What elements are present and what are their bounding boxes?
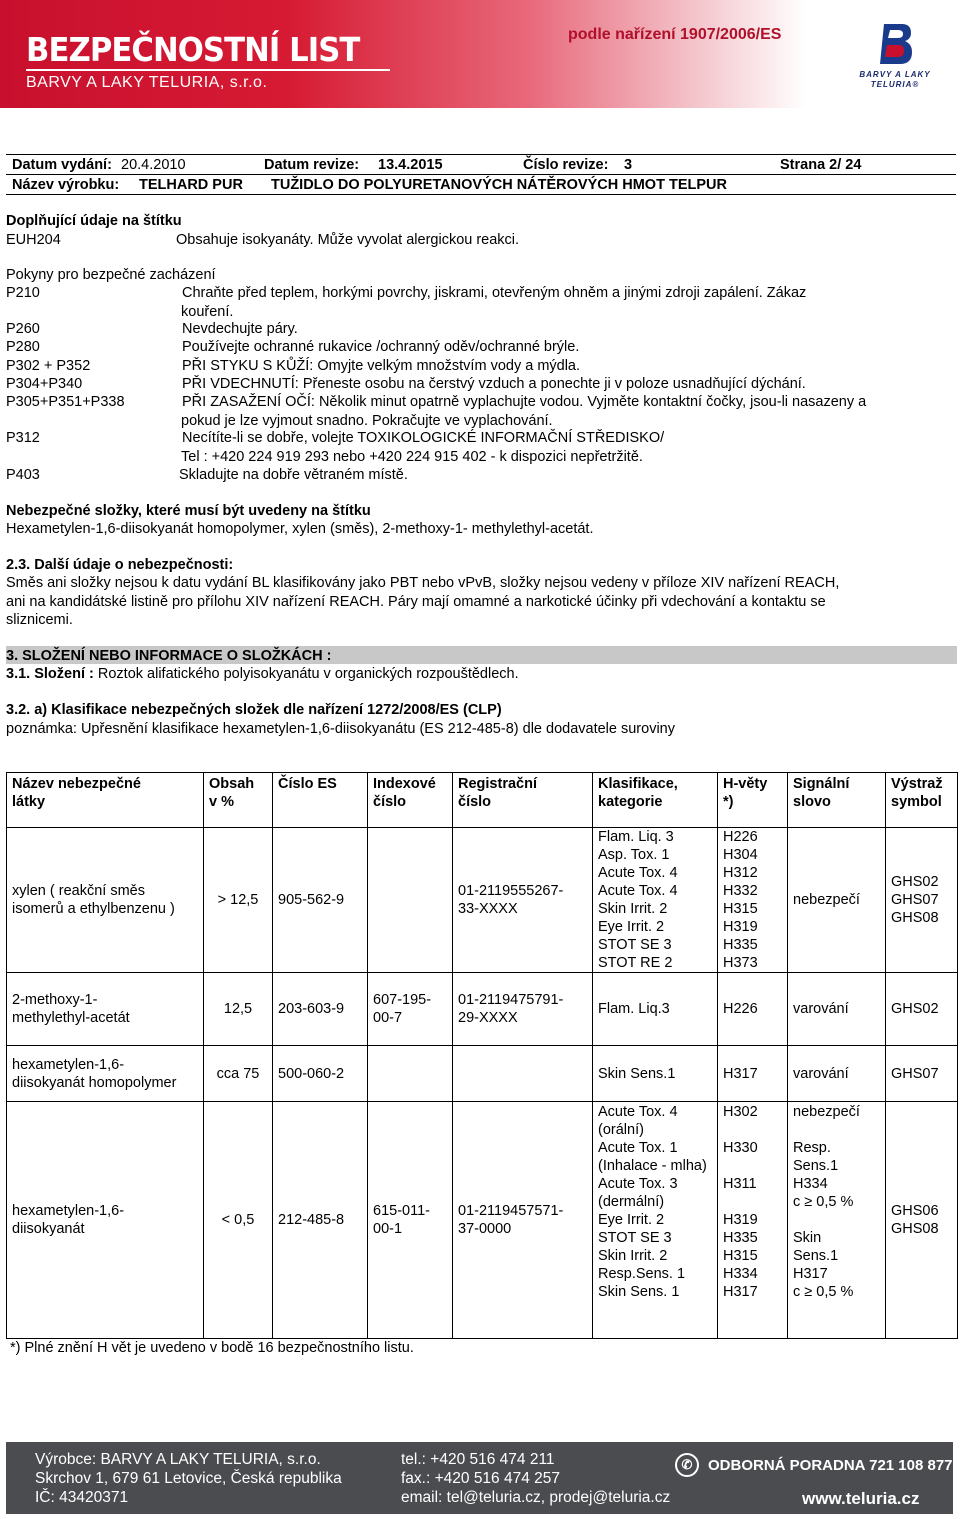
cell-text-line: GHS07: [891, 1065, 939, 1082]
table-row: [7, 1046, 958, 1102]
precaution-text: pokud je lze vyjmout snadno. Pokračujte ve vyplachování.: [181, 413, 553, 429]
cell-text-line: 33-XXXX: [458, 901, 518, 917]
cell-classification: [593, 828, 718, 973]
cell-text-line: diisokyanát homopolymer: [12, 1074, 177, 1091]
cell-text-line: H335: [723, 937, 758, 953]
cell-text-line: Skin Sens.1: [598, 1065, 676, 1082]
meta-row-product: [0, 176, 960, 194]
bl-logo-icon: [878, 22, 914, 66]
hazardous-components-text: Hexametylen-1,6-diisokyanát homopolymer, xylen (směs), 2-methoxy-1- methylethyl-acetát.: [6, 521, 594, 537]
cell-text-line: varování: [793, 1065, 849, 1082]
cell-text-line: (Inhalace - mlha): [598, 1158, 707, 1174]
precaution-code: P280: [6, 339, 40, 355]
header-h-statements: [718, 773, 788, 828]
cell-text-line: 00-7: [373, 1010, 403, 1026]
precaution-text: PŘI ZASAŽENÍ OČÍ: Několik minut opatrně vyplachujte vodou. Vyjměte kontaktní čočky, jsou-li nasazeny a: [182, 394, 867, 410]
footer-fax: fax.: +420 516 474 257: [401, 1470, 561, 1487]
header-substance-name: [7, 773, 204, 828]
cell-text-line: [793, 1211, 880, 1229]
precaution-text: kouření.: [181, 304, 234, 320]
cell-text-line: GHS08: [891, 910, 939, 926]
cell-text-line: 37-0000: [458, 1221, 512, 1237]
logo-text-secondary: TELURIA®: [870, 80, 920, 89]
meta-top-rule: [6, 154, 956, 155]
cell-text-line: (dermální): [598, 1194, 665, 1210]
classification-number: 3.2.: [6, 702, 31, 718]
header-index-number: [368, 773, 453, 828]
table-row: [7, 973, 958, 1046]
precaution-text: PŘI VDECHNUTÍ: Přeneste osobu na čerstvý vzduch a ponechte ji v poloze usnadňující dýchání.: [182, 376, 806, 392]
header-text-line: kategorie: [598, 794, 663, 810]
cell-text-line: Resp.Sens. 1: [598, 1266, 686, 1282]
cell-text-line: Asp. Tox. 1: [598, 847, 670, 863]
cell-text-line: methylethyl-acetát: [12, 1010, 130, 1026]
classification-title: a) Klasifikace nebezpečných složek dle nařízení 1272/2008/ES (CLP): [34, 702, 502, 718]
header-text-line: Název nebezpečné: [12, 776, 141, 792]
precaution-code: P312: [6, 430, 40, 446]
components-table: [6, 772, 958, 1339]
cell-registration-number: [453, 1102, 593, 1339]
header-banner: [0, 0, 960, 108]
header-symbol: [886, 773, 958, 828]
cell-substance-name: [7, 973, 204, 1046]
table-row: [7, 1102, 958, 1339]
euh-code: EUH204: [6, 232, 61, 248]
revision-number-label: Číslo revize:: [523, 157, 609, 173]
header-text-line: číslo: [373, 794, 407, 810]
cell-text-line: Resp.: [793, 1140, 831, 1156]
issue-date-value: 20.4.2010: [121, 157, 186, 173]
cell-text-line: GHS07: [891, 892, 939, 908]
footer-manufacturer: Výrobce: BARVY A LAKY TELURIA, s.r.o.: [35, 1451, 321, 1468]
cell-text-line: Acute Tox. 4: [598, 1104, 678, 1120]
cell-text-line: H319: [723, 1212, 758, 1228]
cell-text-line: 615-011-: [373, 1203, 430, 1219]
header-content: [204, 773, 273, 828]
cell-text-line: nebezpečí: [793, 1104, 860, 1120]
cell-content: [204, 828, 273, 973]
header-signal-word: [788, 773, 886, 828]
cell-classification: [593, 1046, 718, 1102]
cell-text-line: hexametylen-1,6-: [12, 1056, 125, 1073]
header-text-line: slovo: [793, 794, 831, 810]
cell-text-line: H330: [723, 1140, 758, 1156]
issue-date-label: Datum vydání:: [12, 157, 112, 173]
cell-text-line: H226: [723, 1001, 758, 1017]
cell-content: [204, 973, 273, 1046]
cell-text-line: 500-060-2: [278, 1065, 345, 1082]
cell-text-line: diisokyanát: [12, 1221, 85, 1237]
cell-substance-name: [7, 828, 204, 973]
company-logo: [856, 22, 934, 94]
precaution-text: Skladujte na dobře větraném místě.: [179, 467, 408, 483]
table-row: [7, 828, 958, 973]
cell-text-line: 29-XXXX: [458, 1010, 518, 1026]
other-hazards-heading: [6, 556, 233, 574]
cell-index-number: [368, 1046, 453, 1102]
footer-website[interactable]: www.teluria.cz: [802, 1489, 920, 1508]
precautions-heading: Pokyny pro bezpečné zacházení: [6, 267, 216, 283]
section-3-heading: 3. SLOŽENÍ NEBO INFORMACE O SLOŽKÁCH :: [6, 648, 332, 664]
cell-text-line: H317: [723, 1284, 758, 1300]
logo-text-primary: BARVY A LAKY: [859, 70, 931, 79]
cell-text-line: Eye Irrit. 2: [598, 919, 665, 935]
cell-es-number: [273, 1046, 368, 1102]
cell-text-line: Acute Tox. 1: [598, 1140, 678, 1156]
cell-text-line: Skin Sens. 1: [598, 1284, 680, 1300]
cell-symbol: [886, 828, 958, 973]
cell-classification: [593, 973, 718, 1046]
revision-date-value: 13.4.2015: [378, 157, 443, 173]
header-text-line: Číslo ES: [278, 776, 337, 792]
cell-content: [204, 1102, 273, 1339]
header-text-line: Výstraž: [891, 776, 943, 792]
cell-text-line: H334: [723, 1266, 758, 1282]
revision-number-value: 3: [624, 157, 633, 173]
cell-text-line: H335: [723, 1230, 758, 1246]
cell-text-line: 00-1: [373, 1221, 403, 1237]
footer-manufacturer-block: [35, 1450, 342, 1507]
cell-es-number: [273, 828, 368, 973]
composition-text: Roztok alifatického polyisokyanátu v organických rozpouštědlech.: [97, 666, 519, 682]
cell-text-line: 607-195-: [373, 992, 432, 1008]
cell-text-line: xylen ( reakční směs: [12, 883, 145, 899]
meta-middle-rule: [6, 174, 956, 175]
table-header-row: [7, 773, 958, 828]
cell-text-line: H317: [793, 1266, 828, 1282]
cell-symbol: [886, 973, 958, 1046]
cell-text-line: STOT SE 3: [598, 937, 672, 953]
cell-text-line: 01-2119555267-: [458, 883, 564, 899]
precaution-code: P305+P351+P338: [6, 394, 125, 410]
precaution-code: P260: [6, 321, 40, 337]
cell-text-line: H311: [723, 1176, 757, 1192]
header-text-line: Obsah: [209, 776, 255, 792]
footer-email: email: tel@teluria.cz, prodej@teluria.cz: [401, 1489, 671, 1506]
composition-label: Složení :: [34, 666, 94, 682]
cell-text-line: H315: [723, 1248, 758, 1264]
cell-es-number: [273, 1102, 368, 1339]
header-text-line: *): [723, 794, 734, 810]
cell-substance-name: [7, 1046, 204, 1102]
header-text-line: Signální: [793, 776, 850, 792]
precaution-code: P210: [6, 285, 40, 301]
header-text-line: látky: [12, 794, 46, 810]
cell-text-line: [793, 1121, 880, 1139]
header-es-number: [273, 773, 368, 828]
cell-text-line: STOT SE 3: [598, 1230, 672, 1246]
footnote: *) Plné znění H vět je uvedeno v bodě 16 bezpečnostního listu.: [10, 1340, 414, 1356]
cell-text-line: Eye Irrit. 2: [598, 1212, 665, 1228]
precaution-text: Necítíte-li se dobře, volejte TOXIKOLOGICKÉ INFORMAČNÍ STŘEDISKO/: [182, 430, 665, 446]
cell-signal-word: [788, 828, 886, 973]
revision-date-label: Datum revize:: [264, 157, 360, 173]
cell-text-line: H312: [723, 865, 758, 881]
precaution-text: PŘI STYKU S KŮŽÍ: Omyjte velkým množstvím vody a mýdla.: [182, 358, 581, 374]
hazardous-components-heading: Nebezpečné složky, které musí být uvedeny na štítku: [6, 503, 371, 519]
footer-address: Skrchov 1, 679 61 Letovice, Česká republika: [35, 1470, 342, 1487]
product-description: TUŽIDLO DO POLYURETANOVÝCH NÁTĚROVÝCH HMOT TELPUR: [271, 177, 727, 193]
meta-row-dates: [0, 156, 960, 174]
cell-text-line: nebezpečí: [793, 892, 860, 908]
cell-text-line: H226: [723, 829, 758, 845]
cell-text-line: H317: [723, 1065, 758, 1082]
cell-h-statements: [718, 1102, 788, 1339]
meta-bottom-rule: [6, 194, 956, 195]
cell-text-line: H334: [793, 1176, 828, 1192]
cell-text-line: GHS06: [891, 1203, 939, 1219]
other-hazards-number: 2.3.: [6, 557, 31, 573]
cell-text-line: 01-2119457571-: [458, 1203, 564, 1219]
composition-number: 3.1.: [6, 666, 31, 682]
cell-h-statements: [718, 973, 788, 1046]
product-name-label: Název výrobku:: [12, 177, 120, 193]
header-text-line: v %: [209, 794, 234, 810]
cell-text-line: cca 75: [216, 1065, 260, 1082]
cell-text-line: Sens.1: [793, 1248, 839, 1264]
precaution-text: Tel : +420 224 919 293 nebo +420 224 915 402 - k dispozici nepřetržitě.: [181, 449, 643, 465]
header-registration-number: [453, 773, 593, 828]
footer-advice-line: ODBORNÁ PORADNA 721 108 877: [708, 1457, 953, 1474]
header-text-line: H-věty: [723, 776, 768, 792]
euh-text: Obsahuje isokyanáty. Může vyvolat alergickou reakci.: [176, 232, 520, 248]
cell-text-line: hexametylen-1,6-: [12, 1203, 125, 1219]
cell-es-number: [273, 973, 368, 1046]
header-text-line: symbol: [891, 794, 942, 810]
cell-text-line: H319: [723, 919, 758, 935]
other-hazards-line: Směs ani složky nejsou k datu vydání BL klasifikovány jako PBT nebo vPvB, složky nejsou vedeny v příloze XIV nařízení REACH,: [6, 575, 840, 591]
title-underline: [26, 69, 390, 71]
classification-heading: [6, 701, 502, 719]
cell-text-line: GHS02: [891, 874, 939, 890]
cell-text-line: H315: [723, 901, 758, 917]
cell-registration-number: [453, 973, 593, 1046]
footer-contact-block: [401, 1450, 670, 1507]
cell-symbol: [886, 1102, 958, 1339]
other-hazards-title: Další údaje o nebezpečnosti:: [34, 557, 234, 573]
header-text-line: Registrační: [458, 776, 537, 792]
cell-text-line: varování: [793, 1001, 849, 1017]
footer-ic: IČ: 43420371: [35, 1489, 129, 1506]
footer-tel: tel.: +420 516 474 211: [401, 1451, 555, 1468]
cell-text-line: GHS02: [891, 1001, 939, 1017]
header-classification: [593, 773, 718, 828]
cell-text-line: c ≥ 0,5 %: [793, 1284, 854, 1300]
cell-index-number: [368, 973, 453, 1046]
classification-note: poznámka: Upřesnění klasifikace hexametylen-1,6-diisokyanátu (ES 212-485-8) dle dodavatele suroviny: [6, 721, 675, 737]
other-hazards-line: sliznicemi.: [6, 612, 73, 628]
composition-line: [6, 665, 519, 683]
precaution-text: Nevdechujte páry.: [182, 321, 298, 337]
cell-text-line: Skin Irrit. 2: [598, 901, 668, 917]
cell-text-line: isomerů a ethylbenzenu ): [12, 901, 175, 917]
cell-index-number: [368, 1102, 453, 1339]
cell-text-line: Flam. Liq. 3: [598, 829, 674, 845]
cell-registration-number: [453, 828, 593, 973]
cell-text-line: 2-methoxy-1-: [12, 992, 98, 1008]
cell-text-line: c ≥ 0,5 %: [793, 1194, 854, 1210]
cell-text-line: H302: [723, 1104, 758, 1120]
regulation-label: podle nařízení 1907/2006/ES: [568, 26, 782, 43]
header-text-line: číslo: [458, 794, 492, 810]
cell-text-line: Acute Tox. 3: [598, 1176, 678, 1192]
other-hazards-line: ani na kandidátské listině pro přílohu XIV nařízení REACH. Páry mají omamné a narkotické účinky při vdechování a kontaktu se: [6, 594, 826, 610]
precaution-code: P304+P340: [6, 376, 83, 392]
label-info-heading: Doplňující údaje na štítku: [6, 213, 182, 229]
cell-signal-word: [788, 973, 886, 1046]
company-name: BARVY A LAKY TELURIA, s.r.o.: [26, 74, 268, 91]
cell-signal-word: [788, 1102, 886, 1339]
cell-text-line: (orální): [598, 1122, 644, 1138]
cell-text-line: H332: [723, 883, 758, 899]
page-number: Strana 2/ 24: [780, 157, 862, 173]
cell-text-line: Skin: [793, 1230, 822, 1246]
cell-text-line: 203-603-9: [278, 1001, 345, 1017]
cell-classification: [593, 1102, 718, 1339]
cell-text-line: STOT RE 2: [598, 955, 673, 971]
cell-text-line: Sens.1: [793, 1158, 839, 1174]
cell-symbol: [886, 1046, 958, 1102]
precaution-text: Používejte ochranné rukavice /ochranný oděv/ochranné brýle.: [182, 339, 580, 355]
cell-text-line: 212-485-8: [278, 1212, 345, 1228]
header-text-line: Indexové: [373, 776, 436, 792]
cell-text-line: Flam. Liq.3: [598, 1001, 670, 1017]
document-title: BEZPEČNOSTNÍ LIST: [26, 30, 360, 69]
cell-text-line: H373: [723, 955, 758, 971]
cell-text-line: Acute Tox. 4: [598, 865, 678, 881]
cell-text-line: 905-562-9: [278, 892, 345, 908]
cell-text-line: [723, 1121, 782, 1139]
cell-text-line: 12,5: [223, 1001, 253, 1017]
cell-index-number: [368, 828, 453, 973]
cell-signal-word: [788, 1046, 886, 1102]
cell-substance-name: [7, 1102, 204, 1339]
cell-text-line: < 0,5: [221, 1212, 255, 1228]
cell-text-line: [723, 1193, 782, 1211]
cell-text-line: GHS08: [891, 1221, 939, 1237]
cell-registration-number: [453, 1046, 593, 1102]
precaution-code: P403: [6, 467, 40, 483]
cell-h-statements: [718, 828, 788, 973]
cell-text-line: 01-2119475791-: [458, 992, 564, 1008]
cell-text-line: [723, 1157, 782, 1175]
product-name-value: TELHARD PUR: [139, 177, 243, 193]
cell-text-line: H304: [723, 847, 758, 863]
footer-bar: [6, 1442, 953, 1514]
cell-content: [204, 1046, 273, 1102]
precaution-text: Chraňte před teplem, horkými povrchy, jiskrami, otevřeným ohněm a jinými zdroji zapálení. Zákaz: [182, 285, 807, 301]
header-text-line: Klasifikace,: [598, 776, 678, 792]
cell-text-line: > 12,5: [217, 892, 259, 908]
phone-icon: ✆: [675, 1453, 699, 1477]
cell-h-statements: [718, 1046, 788, 1102]
cell-text-line: Skin Irrit. 2: [598, 1248, 668, 1264]
precaution-code: P302 + P352: [6, 358, 91, 374]
cell-text-line: Acute Tox. 4: [598, 883, 678, 899]
